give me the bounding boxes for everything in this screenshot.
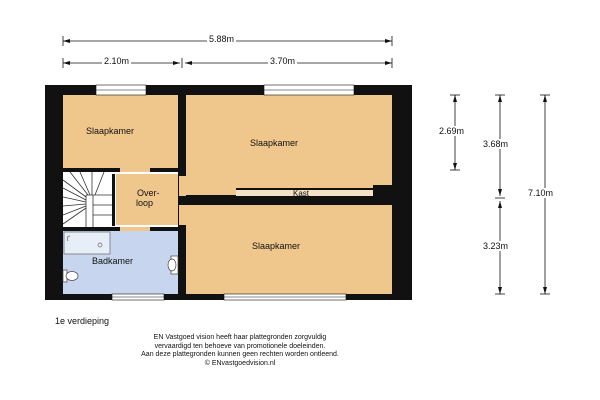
- room-label-landing-1: Over-: [137, 188, 160, 198]
- door-opening: [179, 176, 186, 196]
- floor-label: 1e verdieping: [55, 316, 110, 326]
- room-label-bedroom-bottom: Slaapkamer: [252, 241, 301, 251]
- door-opening: [120, 227, 150, 231]
- interior-wall: [112, 174, 115, 226]
- room-label-closet: Kast: [293, 189, 310, 198]
- dim-right-width: 3.70m: [270, 56, 296, 66]
- disclaimer-line: Aan deze plattegronden kunnen geen rechten worden ontleend.: [141, 351, 339, 358]
- door-opening: [120, 168, 150, 172]
- dim-total-width: 5.88m: [209, 34, 235, 44]
- interior-wall: [186, 196, 392, 205]
- shower-icon: [64, 232, 110, 254]
- dim-lower-depth: 3.23m: [483, 241, 509, 251]
- disclaimer: [60, 334, 420, 368]
- room-label-landing-2: loop: [136, 198, 154, 208]
- disclaimer-line: © ENvastgoedvision.nl: [204, 359, 276, 367]
- room-label-bedroom-small: Slaapkamer: [86, 126, 135, 136]
- dim-top-depth: 2.69m: [439, 126, 465, 136]
- room-label-bedroom-large: Slaapkamer: [250, 138, 299, 148]
- disclaimer-line: vervaardigd ten behoeve van promotionele doeleinden.: [154, 342, 326, 350]
- room-label-bathroom: Badkamer: [92, 256, 134, 266]
- disclaimer-line: EN Vastgoed vision heeft haar plattegronden zorgvuldig: [153, 334, 327, 341]
- door-opening: [179, 205, 186, 225]
- dim-total-depth: 7.10m: [528, 188, 554, 198]
- dim-upper-depth: 3.68m: [483, 139, 509, 149]
- dim-left-width: 2.10m: [104, 56, 130, 66]
- closet-wall: [373, 185, 392, 196]
